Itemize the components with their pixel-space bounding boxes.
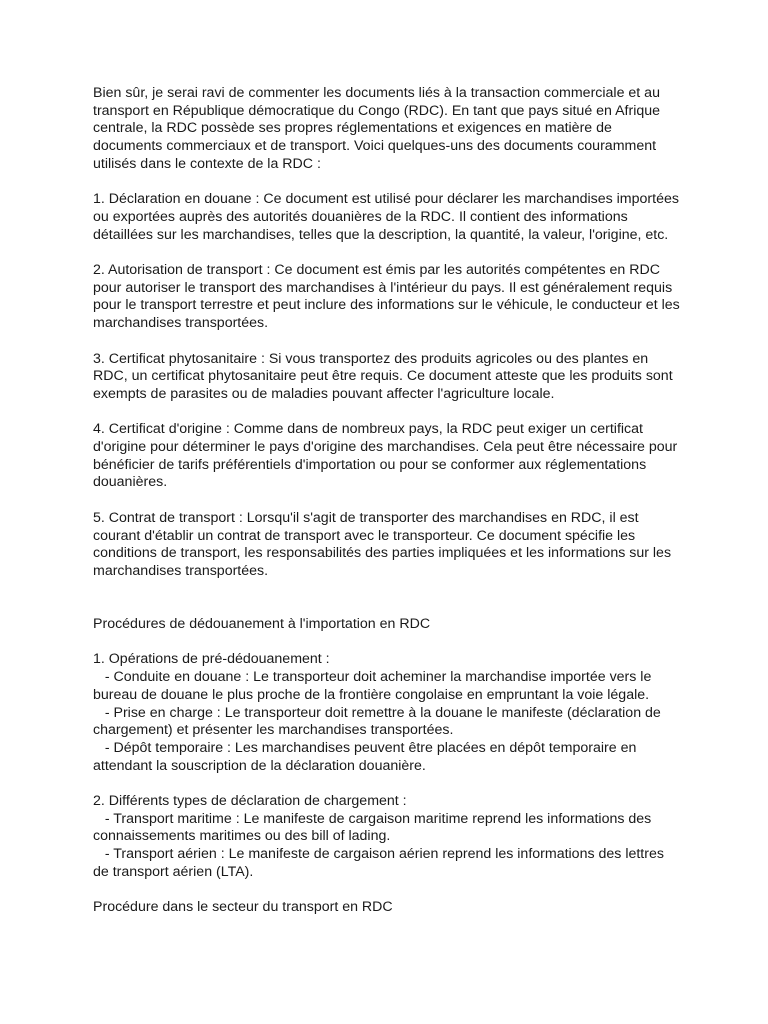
section-title-transport-procedure: Procédure dans le secteur du transport en RDC (93, 899, 393, 916)
spacer (93, 634, 683, 652)
step-item-temporary-storage: - Dépôt temporaire : Les marchandises peuvent être placées en dépôt temporaire en attendant la souscription de la déclaration douanière. (93, 739, 641, 774)
step-heading-load-declaration-types: 2. Différents types de déclaration de chargement : (93, 793, 407, 809)
document-item-certificate-of-origin: 4. Certificat d'origine : Comme dans de nombreux pays, la RDC peut exiger un certificat d'origine pour déterminer le pays d'origine des marchandises. Cela peut être nécessaire pour bénéficier de tarifs préférentiels d'importation ou pour se conformer aux réglementations douanières. (93, 421, 678, 491)
step-item-customs-routing: - Conduite en douane : Le transporteur doit acheminer la marchandise importée vers le bureau de douane le plus proche de la frontière congolaise en empruntant la voie légale. (93, 669, 656, 703)
section-title-import-clearance: Procédures de dédouanement à l'importation en RDC (93, 616, 431, 632)
document-item-customs-declaration: 1. Déclaration en douane : Ce document est utilisé pour déclarer les marchandises importées ou exportées auprès des autorités douanières de la RDC. Il contient des informations détaillées sur les marchandises, telles que la description, la quantité, la valeur, l'origine, etc. (93, 191, 679, 243)
spacer (93, 404, 683, 422)
spacer (93, 333, 683, 351)
intro-paragraph: Bien sûr, je serai ravi de commenter les documents liés à la transaction commerciale et au transport en République démocratique du Congo (RDC). En tant que pays situé en Afrique centrale, la RDC possède ses propres réglementations et exigences en matière de documents commerciaux et de transport. Voici quelques-uns des documents couramment utilisés dans le contexte de la RDC : (93, 85, 661, 172)
spacer (93, 492, 683, 510)
spacer (93, 244, 683, 262)
step-item-maritime-transport: - Transport maritime : Le manifeste de cargaison maritime reprend les informations des connaissements maritimes ou des bill of lading. (93, 810, 656, 845)
spacer (93, 882, 683, 900)
spacer (93, 581, 683, 616)
document-item-transport-contract: 5. Contrat de transport : Lorsqu'il s'agit de transporter des marchandises en RDC, il est courant d'établir un contrat de transport avec le transporteur. Ce document spécifie les conditions de transport, les responsabilités des parties impliquées et les informations sur les marchandises transportées. (93, 509, 672, 579)
document-item-phytosanitary-certificate: 3. Certificat phytosanitaire : Si vous transportez des produits agricoles ou des plantes en RDC, un certificat phytosanitaire peut être requis. Ce document atteste que les produits sont exempts de parasites ou de maladies pouvant affecter l'agriculture locale. (93, 350, 673, 402)
spacer (93, 775, 683, 793)
document-item-transport-authorization: 2. Autorisation de transport : Ce document est émis par les autorités compétentes en RDC pour autoriser le transport des marchandises à l'intérieur du pays. Il est généralement requis pour le transport terrestre et peut inclure des informations sur le véhicule, le conducteur et les marchandises transportées. (93, 262, 680, 332)
step-item-air-transport: - Transport aérien : Le manifeste de cargaison aérien reprend les informations des lettres de transport aérien (LTA). (93, 846, 668, 880)
step-heading-pre-clearance: 1. Opérations de pré-dédouanement : (93, 651, 330, 668)
spacer (93, 174, 683, 192)
step-item-handover: - Prise en charge : Le transporteur doit remettre à la douane le manifeste (déclaration de chargement) et présenter les marchandises transportées. (93, 704, 665, 739)
document-page (93, 85, 683, 917)
